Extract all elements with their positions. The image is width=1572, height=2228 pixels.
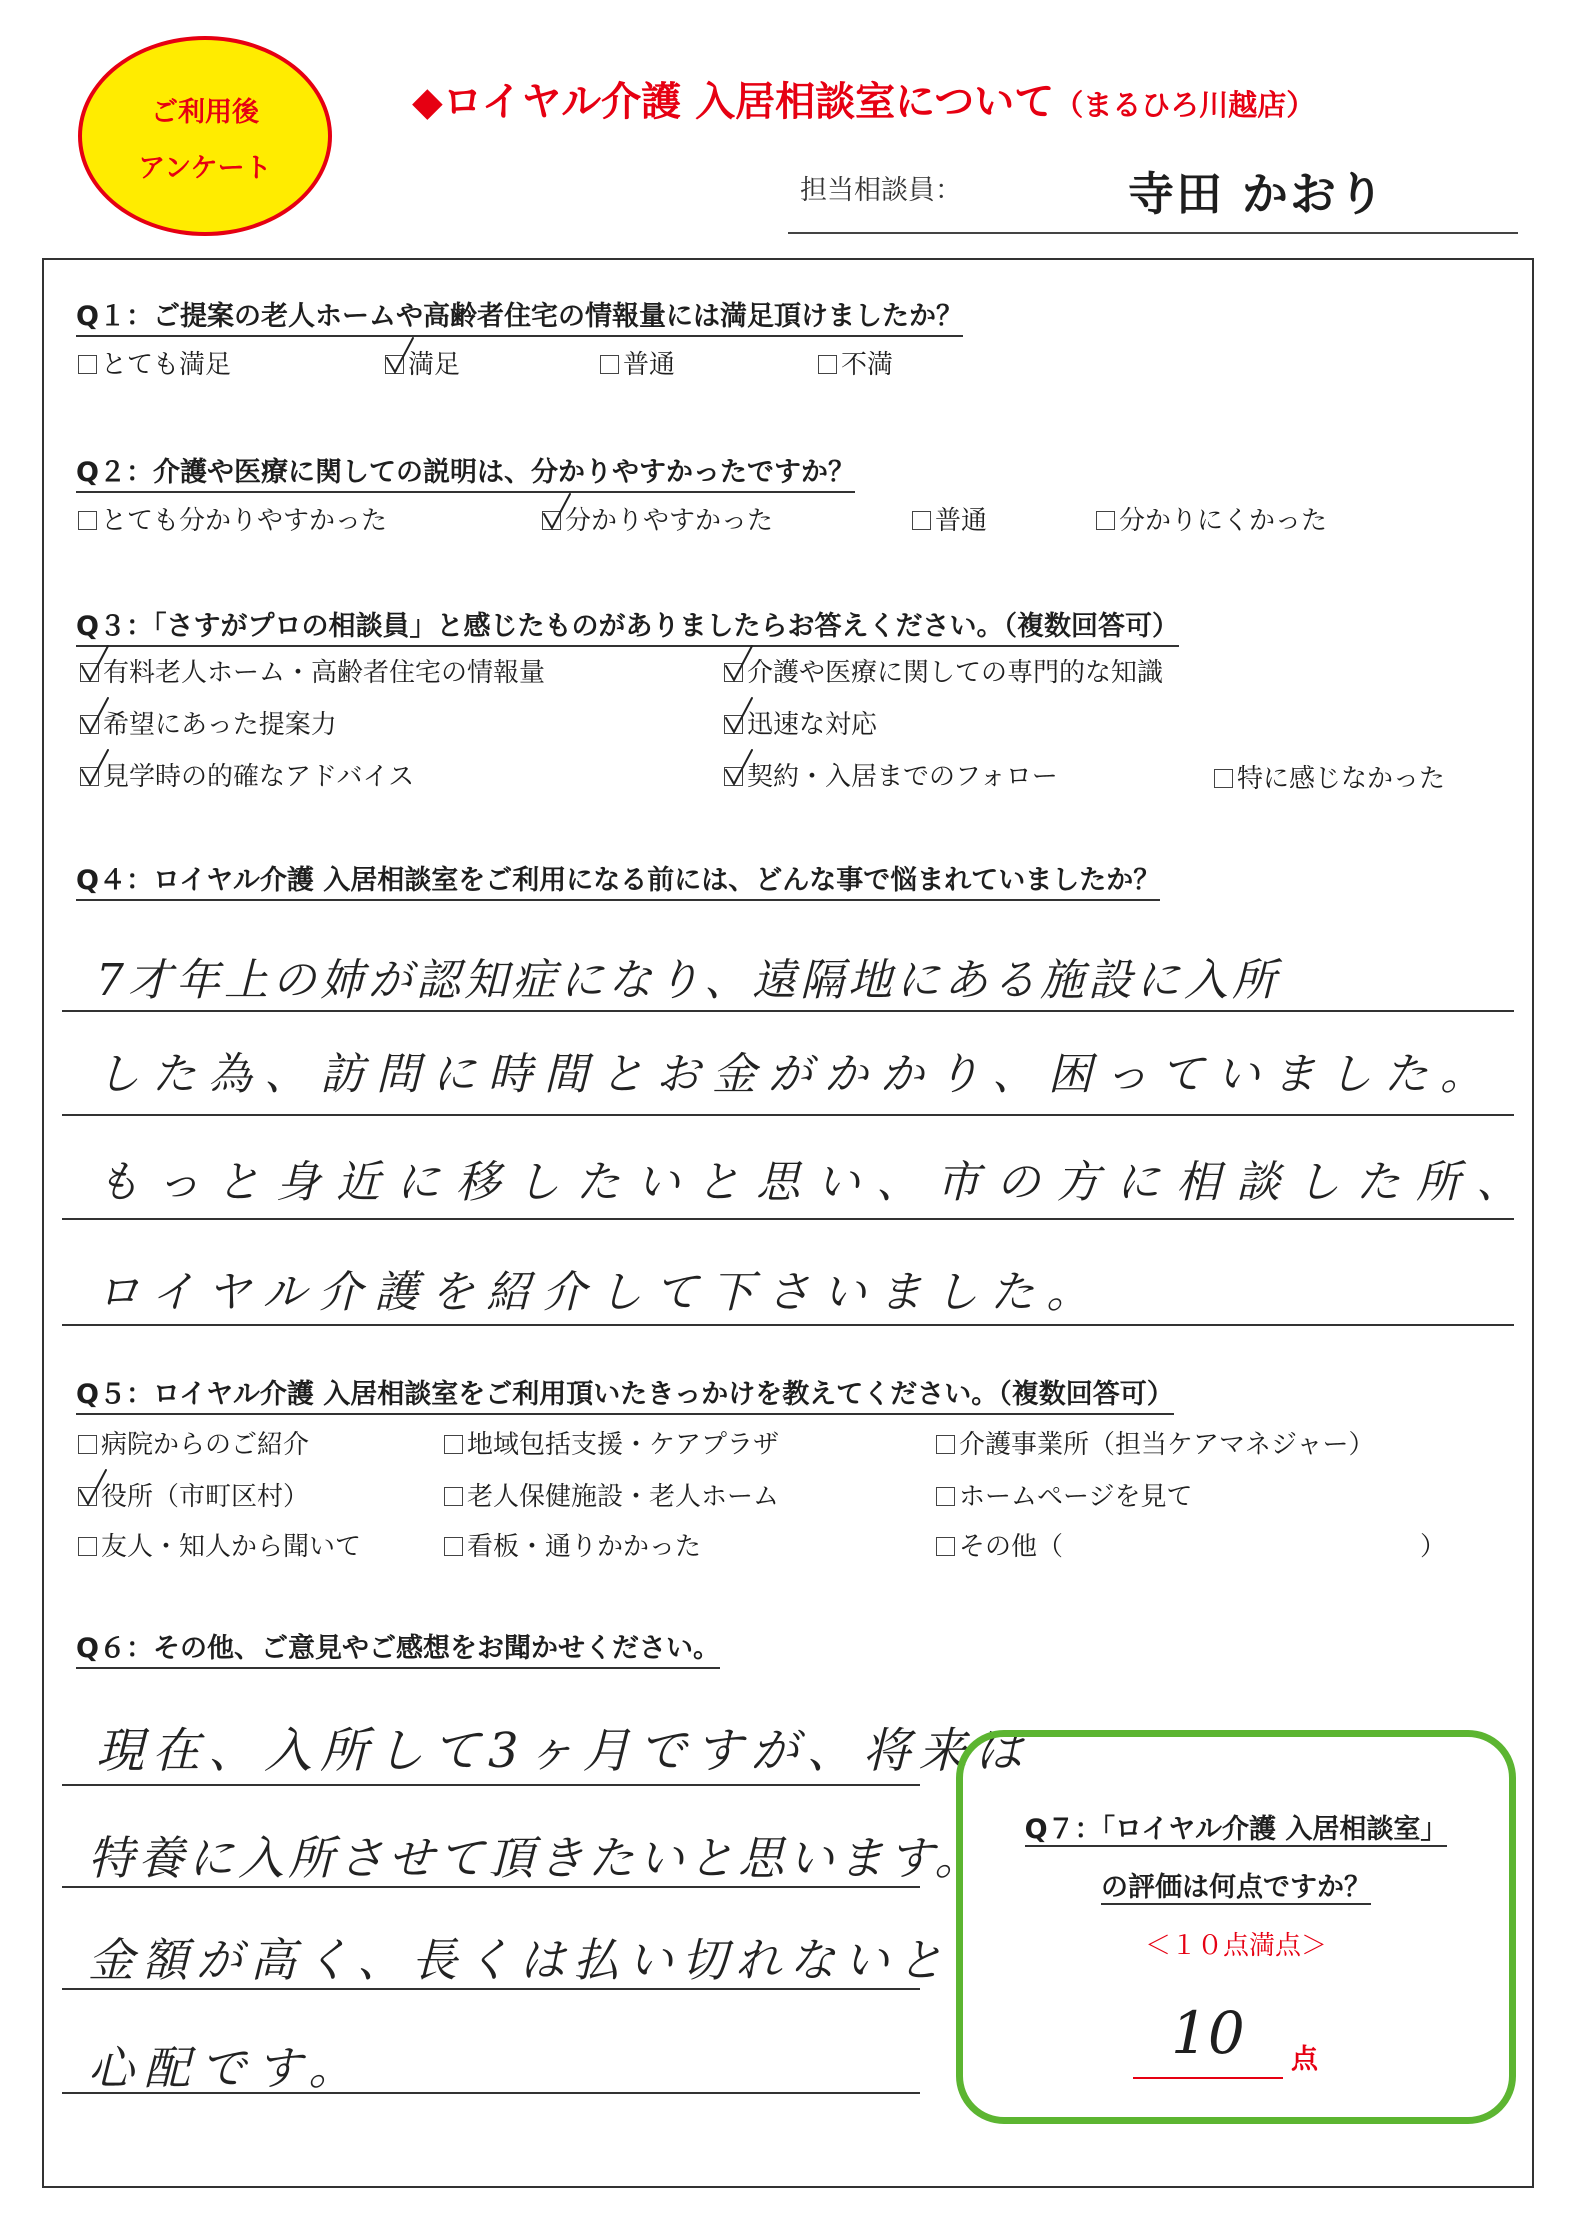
q5-option[interactable]: [936, 1476, 1192, 1513]
checkbox[interactable]: [936, 1487, 955, 1506]
answer-rule: [62, 1324, 1514, 1326]
q7-score-value: 10: [1171, 1999, 1245, 2067]
check-mark-icon: [722, 644, 756, 684]
badge-line2: アンケート: [138, 153, 272, 184]
q7-question-line1: [963, 1807, 1509, 1846]
q5-option[interactable]: [444, 1424, 779, 1461]
q7-score-underline: [1133, 2077, 1283, 2079]
option-label: 普通: [623, 350, 676, 380]
option-label: 有料老人ホーム・高齢者住宅の情報量: [103, 658, 546, 688]
checkbox[interactable]: [80, 663, 99, 682]
answer-rule: [62, 1218, 1514, 1220]
option-label: 地域包括支援・ケアプラザ: [467, 1430, 780, 1460]
q4-question: Q４：ロイヤル介護 入居相談室をご利用になる前には、どんな事で悩まれていましたか？: [76, 858, 1160, 901]
q5-option[interactable]: [936, 1424, 1374, 1461]
title-main: ◆ロイヤル介護 入居相談室について: [412, 79, 1055, 125]
option-label: 特に感じなかった: [1237, 764, 1446, 794]
option-label: 老人保健施設・老人ホーム: [467, 1482, 780, 1512]
q7-score-unit: 点: [1291, 2044, 1318, 2075]
check-mark-icon: [540, 492, 574, 532]
checkbox[interactable]: [444, 1537, 463, 1556]
checkbox[interactable]: [444, 1435, 463, 1454]
checkbox[interactable]: [78, 1435, 97, 1454]
checkbox[interactable]: [78, 1537, 97, 1556]
checkbox[interactable]: [78, 355, 97, 374]
checkbox[interactable]: [1214, 769, 1233, 788]
option-label: ホームページを見て: [959, 1482, 1193, 1512]
q1-option[interactable]: [818, 344, 893, 381]
q7-rating-box: [956, 1730, 1516, 2124]
q4-answer-line: ロイヤル介護を紹介して下さいました。: [96, 1267, 1103, 1318]
q3-option[interactable]: [80, 756, 414, 793]
option-label: 介護や医療に関しての専門的な知識: [747, 658, 1164, 688]
q2-option[interactable]: [542, 500, 773, 537]
q2-option[interactable]: [912, 500, 987, 537]
checkbox[interactable]: [818, 355, 837, 374]
option-label: 契約・入居までのフォロー: [747, 762, 1058, 792]
q6-question: Q６：その他、ご意見やご感想をお聞かせください。: [76, 1626, 720, 1669]
q2-question: Q２：介護や医療に関しての説明は、分かりやすかったですか？: [76, 450, 855, 493]
counselor-name: 寺田 かおり: [1128, 167, 1387, 221]
option-label: とても満足: [101, 350, 232, 380]
checkbox[interactable]: [542, 511, 561, 530]
checkbox[interactable]: [936, 1435, 955, 1454]
checkbox[interactable]: [724, 767, 743, 786]
answer-rule: [62, 1784, 920, 1786]
q5-option[interactable]: [78, 1424, 309, 1461]
other-close-paren: ）: [1420, 1532, 1447, 1562]
check-mark-icon: [722, 696, 756, 736]
option-label: 看板・通りかかった: [467, 1532, 702, 1562]
q4-answer-line: もっと身近に移したいと思い、市の方に相談した所、: [96, 1157, 1536, 1208]
q2-option[interactable]: [78, 500, 387, 537]
q5-option[interactable]: [78, 1526, 361, 1563]
check-mark-icon: [78, 644, 112, 684]
option-label: 役所（市町区村）: [101, 1482, 310, 1512]
checkbox[interactable]: [385, 355, 404, 374]
option-label: 分かりやすかった: [565, 506, 774, 536]
option-label: 介護事業所（担当ケアマネジャー）: [959, 1430, 1375, 1460]
q5-option[interactable]: [78, 1476, 309, 1513]
q7-line2-text: の評価は何点ですか？: [1101, 1872, 1371, 1903]
q6-answer-line: 特養に入所させて頂きたいと思います。: [88, 1831, 985, 1885]
q1-question: Q１：ご提案の老人ホームや高齢者住宅の情報量には満足頂けましたか？: [76, 294, 963, 337]
q3-option[interactable]: [724, 652, 1163, 689]
q1-option[interactable]: [385, 344, 460, 381]
counselor-label: 担当相談員：: [800, 175, 962, 206]
q4-answer-line: した為、訪問に時間とお金がかかり、困っていました。: [96, 1049, 1496, 1100]
answer-rule: [62, 1988, 920, 1990]
option-label: 不満: [841, 350, 894, 380]
checkbox[interactable]: [724, 663, 743, 682]
checkbox[interactable]: [1096, 511, 1115, 530]
checkbox[interactable]: [80, 715, 99, 734]
checkbox[interactable]: [78, 511, 97, 530]
badge-line1: ご利用後: [151, 97, 259, 128]
answer-rule: [62, 1010, 1514, 1012]
q3-option[interactable]: [80, 704, 337, 741]
checkbox[interactable]: [936, 1537, 955, 1556]
q2-option[interactable]: [1096, 500, 1327, 537]
page-title: [412, 70, 1315, 127]
q3-option[interactable]: [724, 756, 1058, 793]
option-label: 満足: [408, 350, 461, 380]
survey-badge: [78, 36, 332, 236]
option-label: 希望にあった提案力: [103, 710, 337, 740]
option-label: 見学時の的確なアドバイス: [103, 762, 415, 792]
option-label: その他（: [959, 1532, 1064, 1562]
title-store: （まるひろ川越店）: [1054, 88, 1316, 122]
q6-answer-line: 金額が高く、長くは払い切れないと: [88, 1933, 952, 1987]
q6-answer-line: 現在、入所して3ヶ月ですが、将来は: [96, 1723, 1031, 1779]
check-mark-icon: [76, 1468, 110, 1508]
q5-option[interactable]: [444, 1526, 701, 1563]
q5-option-other[interactable]: [936, 1526, 1063, 1563]
option-label: 迅速な対応: [747, 710, 878, 740]
q7-question-line2: [963, 1865, 1509, 1904]
answer-rule: [62, 1886, 920, 1888]
checkbox[interactable]: [444, 1487, 463, 1506]
q1-option[interactable]: [600, 344, 675, 381]
checkbox[interactable]: [600, 355, 619, 374]
q3-option[interactable]: [80, 652, 545, 689]
checkbox[interactable]: [724, 715, 743, 734]
option-label: 友人・知人から聞いて: [101, 1532, 362, 1562]
q3-option[interactable]: [1214, 758, 1445, 795]
checkbox[interactable]: [78, 1487, 97, 1506]
q3-option[interactable]: [724, 704, 877, 741]
check-mark-icon: [383, 336, 417, 376]
answer-rule: [62, 2092, 920, 2094]
answer-rule: [62, 1114, 1514, 1116]
q7-max-score: ＜１０点満点＞: [1144, 1931, 1327, 1961]
option-label: 分かりにくかった: [1119, 506, 1328, 536]
q5-question: Q５：ロイヤル介護 入居相談室をご利用頂いたきっかけを教えてください。（複数回答可）: [76, 1372, 1174, 1415]
option-label: 病院からのご紹介: [101, 1430, 310, 1460]
check-mark-icon: [78, 748, 112, 788]
checkbox[interactable]: [912, 511, 931, 530]
q6-answer-line: 心配です。: [88, 2041, 365, 2095]
counselor-underline: [788, 232, 1518, 234]
check-mark-icon: [78, 696, 112, 736]
q3-question: Q３：「さすがプロの相談員」と感じたものがありましたらお答えください。（複数回答可）: [76, 604, 1179, 647]
q5-option[interactable]: [444, 1476, 779, 1513]
q1-option[interactable]: [78, 344, 231, 381]
q7-line1-text: Q７：「ロイヤル介護 入居相談室」: [1024, 1814, 1448, 1845]
option-label: 普通: [935, 506, 988, 536]
option-label: とても分かりやすかった: [101, 506, 388, 536]
check-mark-icon: [722, 748, 756, 788]
checkbox[interactable]: [80, 767, 99, 786]
q4-answer-line: 7才年上の姉が認知症になり、遠隔地にある施設に入所: [96, 955, 1280, 1006]
